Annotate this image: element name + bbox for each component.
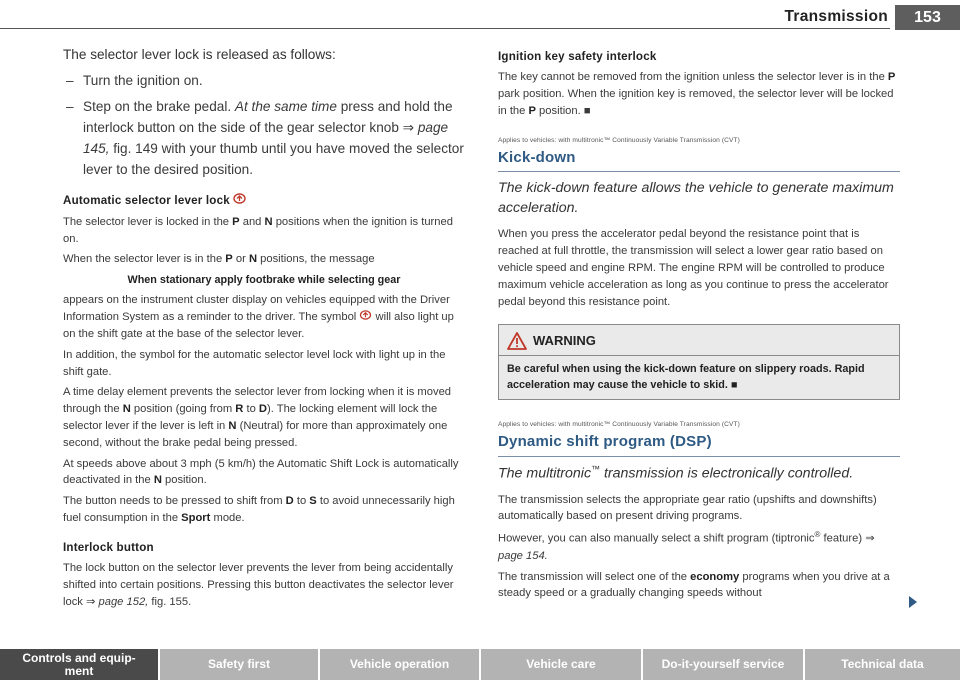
- left-column: [63, 44, 465, 610]
- paragraph: The key cannot be removed from the ignition unless the selector lever is in the P park position. When the ignition key is removed, the selector lever will be locked in the P position. ■: [498, 71, 896, 117]
- selector-lock-icon: [233, 194, 246, 207]
- tab-vehicle-operation[interactable]: Vehicle operation: [320, 649, 479, 680]
- page-number: 153: [895, 5, 960, 30]
- tab-do-it-yourself-service[interactable]: Do-it-yourself service: [643, 649, 803, 680]
- step-1: – Turn the ignition on.: [63, 70, 465, 91]
- page-link[interactable]: ⇒ page 154.: [498, 532, 875, 562]
- warning-triangle-icon: [507, 332, 527, 350]
- warning-text: Be careful when using the kick-down feature on slippery roads. Rapid acceleration may cause the vehicle to skid. ■: [507, 362, 865, 392]
- kickdown-heading: Kick-down: [498, 147, 900, 173]
- step-2: – Step on the brake pedal. At the same time press and hold the interlock button on the side of the gear selector knob ⇒ page 145, fig. 149 with your thumb until you have moved the selector lever to the desired position.: [63, 96, 465, 180]
- interlock-heading: Interlock button: [63, 540, 154, 554]
- applies-note: Applies to vehicles: with multitronic™ Continuously Variable Transmission (CVT): [498, 136, 740, 144]
- page-link[interactable]: ⇒ page 152,: [86, 595, 149, 608]
- paragraph: The transmission will select one of the economy programs when you drive at a steady speed or a gradually changing speeds without: [498, 570, 890, 600]
- page-link[interactable]: ⇒ page 145,: [83, 120, 449, 157]
- intro-text: The selector lever lock is released as follows:: [63, 47, 336, 62]
- dash-bullet: –: [66, 73, 74, 89]
- dash-bullet: –: [66, 99, 74, 115]
- kickdown-lede: The kick-down feature allows the vehicle to generate maximum acceleration.: [498, 180, 894, 217]
- dsp-lede: The multitronic™ transmission is electronically controlled.: [498, 463, 854, 482]
- paragraph: The button needs to be pressed to shift from D to S to avoid unnecessarily high fuel consumption in the Sport mode.: [63, 495, 455, 524]
- right-column: [498, 44, 900, 602]
- end-marker: ■: [727, 379, 738, 392]
- ignition-heading: Ignition key safety interlock: [498, 50, 657, 63]
- paragraph: The selector lever is locked in the P and N positions when the ignition is turned on.: [63, 215, 453, 245]
- tab-technical-data[interactable]: Technical data: [805, 649, 960, 680]
- paragraph: In addition, the symbol for the automatic selector level lock with light up in the shift gate.: [63, 348, 446, 378]
- applies-note: Applies to vehicles: with multitronic™ Continuously Variable Transmission (CVT): [498, 421, 740, 429]
- page-header: [0, 0, 960, 30]
- display-message: When stationary apply footbrake while selecting gear: [127, 274, 401, 287]
- warning-header: [499, 325, 899, 356]
- auto-lock-heading: Automatic selector lever lock: [63, 192, 465, 209]
- warning-title: WARNING: [533, 333, 596, 349]
- paragraph: However, you can also manually select a shift program (tiptronic® feature) ⇒ page 154.: [498, 530, 875, 562]
- paragraph: At speeds above about 3 mph (5 km/h) the Automatic Shift Lock is automatically deactivated in the N position.: [63, 457, 459, 487]
- continue-arrow-icon[interactable]: [909, 596, 917, 608]
- header-rule: [0, 28, 890, 29]
- paragraph: The lock button on the selector lever prevents the lever from being accidentally shifted into certain positions. Pressing this button deactivates the selector lever lock ⇒ page 152, fig. 155.: [63, 562, 454, 608]
- paragraph: When the selector lever is in the P or N positions, the message: [63, 253, 375, 266]
- selector-lock-icon: [359, 311, 372, 323]
- section-title: Transmission: [784, 8, 888, 25]
- paragraph: A time delay element prevents the selector lever from locking when it is moved through the N position (going from R to D). The locking element will lock the selector lever if the lever is left in N (Neutral) for more than approximately one second, without the brake pedal being pressed.: [63, 386, 452, 449]
- warning-box: [498, 324, 900, 400]
- footer-nav: [0, 649, 960, 680]
- dsp-heading: Dynamic shift program (DSP): [498, 431, 900, 457]
- end-marker: ■: [580, 104, 591, 117]
- paragraph: appears on the instrument cluster display on vehicles equipped with the Driver Information System as a reminder to the driver. The symbol will also light up on the shift gate at the base of the selector lever.: [63, 294, 454, 340]
- kickdown-body: When you press the accelerator pedal beyond the resistance point that is reached at full throttle, the transmission will select a lower gear ratio based on vehicle speed and engine RPM. The engine RPM will be controlled to produce maximum vehicle acceleration as long as you continue to press the accelerator pedal beyond this resistance point.: [498, 228, 889, 308]
- paragraph: The transmission selects the appropriate gear ratio (upshifts and downshifts) automatically based on present driving programs.: [498, 493, 877, 523]
- tab-vehicle-care[interactable]: Vehicle care: [481, 649, 641, 680]
- tab-controls-and-equipment[interactable]: Controls and equip- ment: [0, 649, 158, 680]
- tab-safety-first[interactable]: Safety first: [160, 649, 318, 680]
